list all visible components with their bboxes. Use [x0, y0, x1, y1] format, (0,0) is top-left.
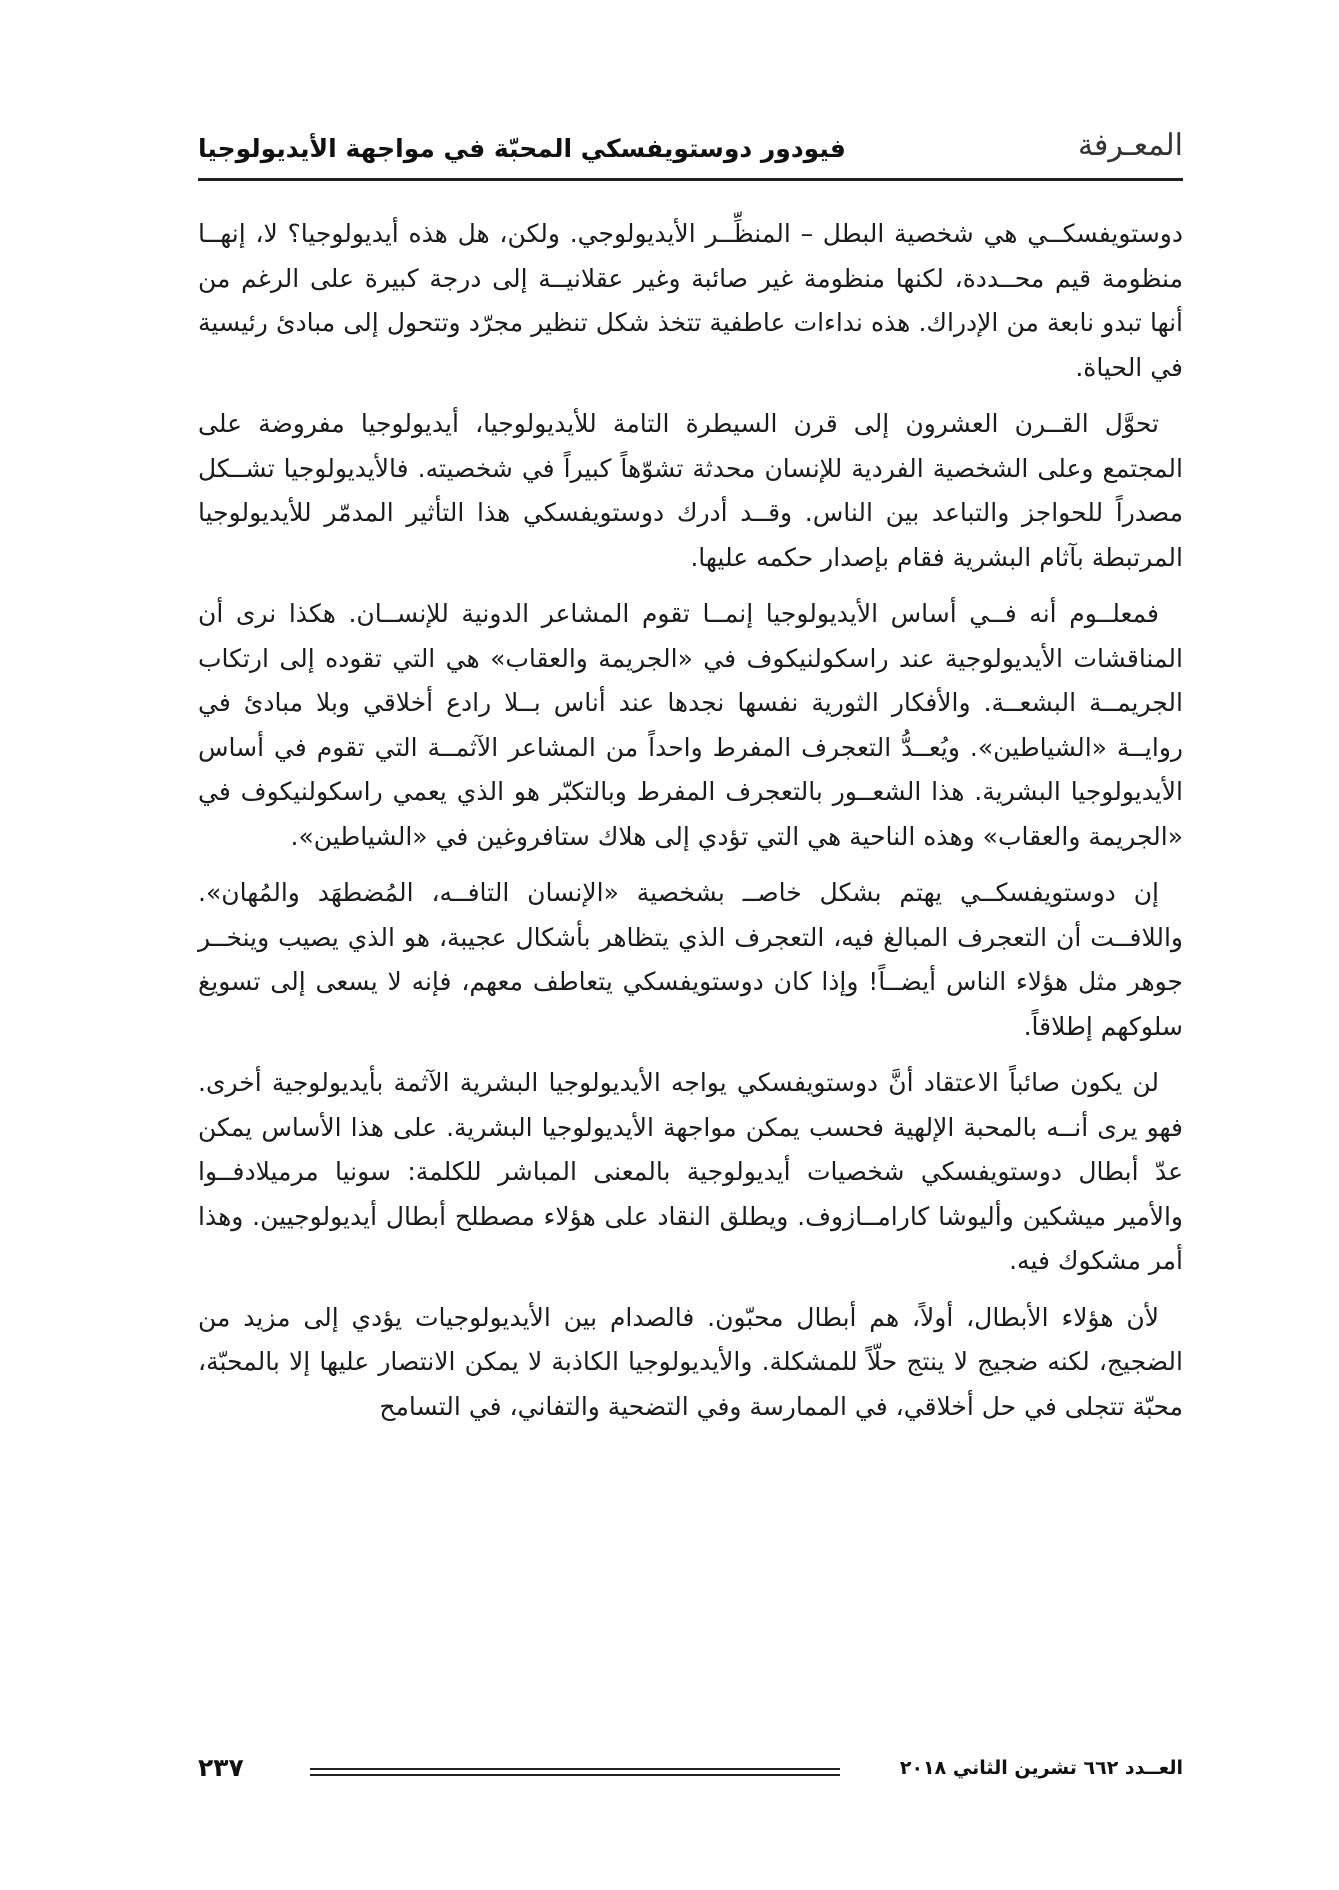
page-number: ٢٣٧: [198, 1753, 244, 1782]
page-header: [198, 118, 1183, 174]
paragraph: تحوَّل القــرن العشرون إلى قرن السيطرة التامة للأيديولوجيا، أيديولوجيا مفروضة على المجتمع وعلى الشخصية الفردية للإنسان محدثة تشوّهاً كبيراً في شخصيته. فالأيديولوجيا تشــكل مصدراً للحواجز والتباعد بين الناس. وقــد أدرك دوستويفسكي هذا التأثير المدمّر للأيديولوجيا المرتبطة بآثام البشرية فقام بإصدار حكمه عليها.: [198, 409, 1183, 572]
paragraph: دوستويفسكــي هي شخصية البطل – المنظِّــر الأيديولوجي. ولكن، هل هذه أيديولوجيا؟ لا، إنهــا منظومة قيم محــددة، لكنها منظومة غير صائبة وغير عقلانيــة إلى درجة كبيرة على الرغم من أنها تبدو نابعة من الإدراك. هذه نداءات عاطفية تتخذ شكل تنظير مجرّد وتتحول إلى مبادئ رئيسية في الحياة.: [198, 219, 1183, 382]
paragraph: لن يكون صائباً الاعتقاد أنَّ دوستويفسكي يواجه الأيديولوجيا البشرية الآثمة بأيديولوجية أخرى. فهو يرى أنــه بالمحبة الإلهية فحسب يمكن مواجهة الأيديولوجيا البشرية. على هذا الأساس يمكن عدّ أبطال دوستويفسكي شخصيات أيديولوجية بالمعنى المباشر للكلمة: سونيا مرميلادفــوا والأمير ميشكين وأليوشا كارامــازوف. ويطلق النقاد على هؤلاء مصطلح أبطال أيديولوجيين. وهذا أمر مشكوك فيه.: [198, 1068, 1183, 1275]
paragraph: إن دوستويفسكــي يهتم بشكل خاصــ بشخصية «الإنسان التافــه، المُضطهَد والمُهان». واللافــت أن التعجرف المبالغ فيه، التعجرف الذي يتظاهر بأشكال عجيبة، هو الذي يصيب وينخــر جوهر مثل هؤلاء الناس أيضــاً! وإذا كان دوستويفسكي يتعاطف معهم، فإنه لا يسعى إلى تسويغ سلوكهم إطلاقاً.: [198, 878, 1183, 1041]
article-body: [198, 212, 1183, 1441]
paragraph: لأن هؤلاء الأبطال، أولاً، هم أبطال محبّون. فالصدام بين الأيديولوجيات يؤدي إلى مزيد من الضجيج، لكنه ضجيج لا ينتج حلّاً للمشكلة. والأيديولوجيا الكاذبة لا يمكن الانتصار عليها إلا بالمحبّة، محبّة تتجلى في حل أخلاقي، في الممارسة وفي التضحية والتفاني، في التسامح: [198, 1302, 1183, 1421]
page-footer: [198, 1755, 1183, 1795]
header-divider: [198, 178, 1183, 181]
journal-logo: المعـرفة: [1077, 128, 1183, 163]
running-title: فيودور دوستويفسكي المحبّة في مواجهة الأيديولوجيا: [198, 134, 846, 163]
issue-info: العــدد ٦٦٢ تشرين الثاني ٢٠١٨: [899, 1757, 1183, 1779]
paragraph: فمعلــوم أنه فــي أساس الأيديولوجيا إنمــا تقوم المشاعر الدونية للإنســان. هكذا نرى أن المناقشات الأيديولوجية عند راسكولنيكوف في «الجريمة والعقاب» هي التي تقوده إلى ارتكاب الجريمــة البشعــة. والأفكار الثورية نفسها نجدها عند أناس بــلا رادع أخلاقي وبلا مبادئ في روايــة «الشياطين». ويُعــدُّ التعجرف المفرط واحداً من المشاعر الآثمــة التي تقوم في أساس الأيديولوجيا البشرية. هذا الشعــور بالتعجرف المفرط وبالتكبّر هو الذي يعمي راسكولنيكوف في «الجريمة والعقاب» وهذه الناحية هي التي تؤدي إلى هلاك ستافروغين في «الشياطين».: [198, 599, 1183, 851]
